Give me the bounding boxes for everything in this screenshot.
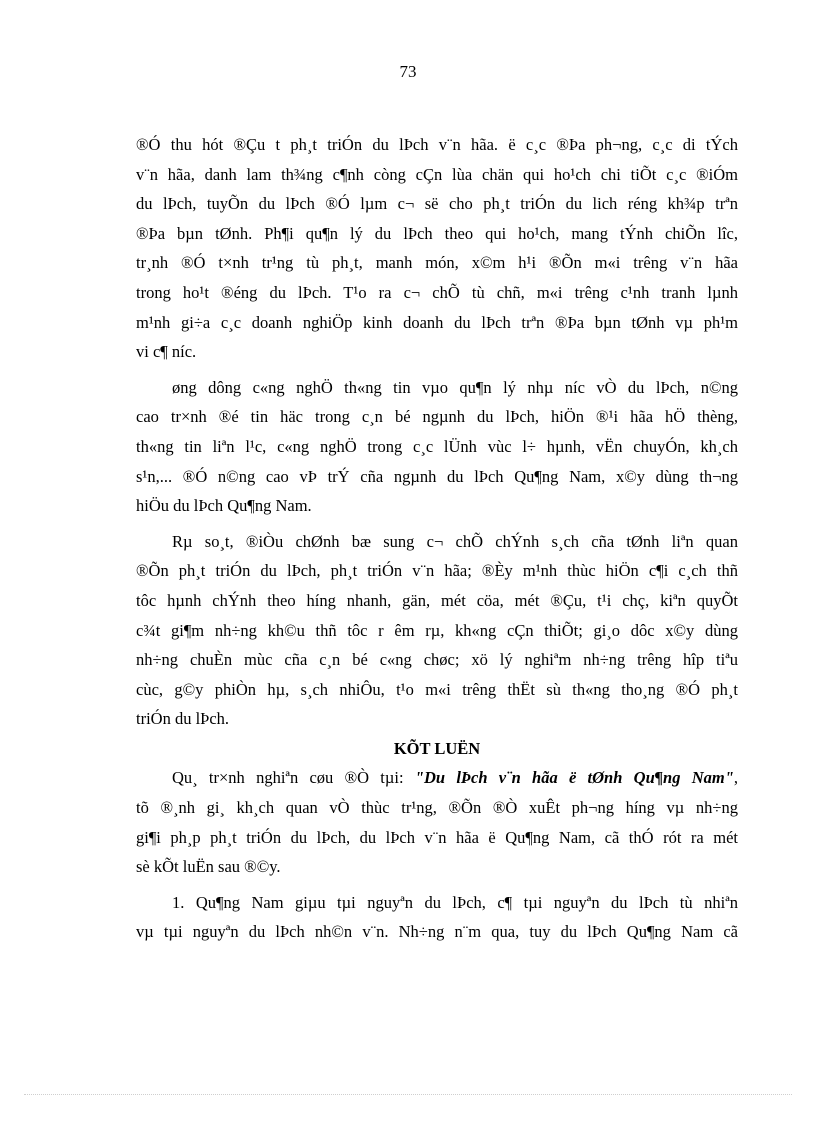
text-line: triÓn du lÞch. (136, 709, 230, 729)
text-line: ®Þa bµn tØnh. Ph¶i qu¶n lý du lÞch theo qui ho¹ch, mang tÝnh chiÕn lîc, (136, 223, 738, 243)
text-line: cao tr×nh ®é tin häc trong c¸n bé ngµnh du lÞch, hiÖn ®¹i hãa hÖ thèng, (136, 407, 738, 427)
text-line: Rµ so¸t, ®iÒu chØnh bæ sung c¬ chÕ chÝnh s¸ch cña tØnh liªn quan (172, 531, 738, 551)
body-text (136, 130, 738, 947)
paragraph (136, 130, 738, 367)
text-line: du lÞch, tuyÕn du lÞch ®Ó lµm c¬ së cho ph¸t triÓn du lich réng kh¾p trªn (136, 194, 738, 214)
text-line: trong ho¹t ®éng du lÞch. T¹o ra c¬ chÕ tù chñ, m«i trêng c¹nh tranh lµnh (136, 282, 738, 302)
text-line: m¹nh gi÷a c¸c doanh nghiÖp kinh doanh du lÞch trªn ®Þa bµn tØnh vµ ph¹m (136, 312, 738, 332)
text-line: cùc, g©y phiÒn hµ, s¸ch nhiÔu, t¹o m«i trêng thËt sù th«ng tho¸ng ®Ó ph¸t (136, 679, 738, 699)
text-line: nh÷ng chuÈn mùc cña c¸n bé c«ng chøc; xö lý nghiªm nh÷ng trêng hîp tiªu (136, 650, 738, 670)
text-line: ®Õn ph¸t triÓn du lÞch, ph¸t triÓn v¨n hãa; ®Èy m¹nh thùc hiÖn c¶i c¸ch thñ (136, 561, 738, 581)
intro-suffix: , (733, 768, 738, 788)
study-title: "Du lÞch v¨n hãa ë tØnh Qu¶ng Nam" (414, 768, 734, 788)
intro-prefix: Qu¸ tr×nh nghiªn cøu ®Ò tµi: (172, 768, 415, 788)
text-line: ®Ó thu hót ®Çu t ph¸t triÓn du lÞch v¨n hãa. ë c¸c ®Þa ph¬ng, c¸c di tÝch (136, 135, 738, 154)
text-line: th«ng tin liªn l¹c, c«ng nghÖ trong c¸c lÜnh vùc l÷ hµnh, vËn chuyÓn, kh¸ch (136, 436, 738, 456)
text-line: 1. Qu¶ng Nam giµu tµi nguyªn du lÞch, c¶ tµi nguyªn du lÞch tù nhiªn (172, 892, 738, 912)
text-line: tôc hµnh chÝnh theo híng nhanh, gän, mét cöa, mét ®Çu, t¹i chç, kiªn quyÕt (136, 590, 738, 610)
text-line: v¨n hãa, danh lam th¾ng c¶nh còng cÇn lùa chän qui ho¹ch chi tiÕt c¸c ®iÓm (136, 164, 738, 184)
text-line: hiÖu du lÞch Qu¶ng Nam. (136, 496, 312, 516)
text-line: gi¶i ph¸p ph¸t triÓn du lÞch, du lÞch v¨n hãa ë Qu¶ng Nam, cã thÓ rót ra mét (136, 827, 738, 847)
text-line: tõ ®¸nh gi¸ kh¸ch quan vÒ thùc tr¹ng, ®Õn ®Ò xuÊt ph¬ng híng vµ nh÷ng (136, 798, 738, 818)
paragraph (136, 527, 738, 734)
paragraph (136, 763, 738, 881)
page-bottom-rule (24, 1094, 792, 1095)
text-line: tr¸nh ®Ó t×nh tr¹ng tù ph¸t, manh món, x©m h¹i ®Õn m«i trêng v¨n hãa (136, 253, 738, 273)
paragraph (136, 888, 738, 947)
page-number: 73 (399, 62, 417, 81)
text-line: vi c¶ níc. (136, 342, 197, 362)
paragraph (136, 373, 738, 521)
text-line: øng dông c«ng nghÖ th«ng tin vµo qu¶n lý nhµ níc vÒ du lÞch, n©ng (172, 377, 738, 397)
text-line: s¹n,... ®Ó n©ng cao vÞ trÝ cña ngµnh du lÞch Qu¶ng Nam, x©y dùng th¬ng (136, 466, 738, 486)
text-line (136, 763, 738, 793)
text-line: c¾t gi¶m nh÷ng kh©u thñ tôc r êm rµ, kh«ng cÇn thiÕt; gi¸o dôc x©y dùng (136, 620, 738, 640)
section-heading: KÕT LUËN (393, 738, 481, 758)
text-line: vµ tµi nguyªn du lÞch nh©n v¨n. Nh÷ng n¨m qua, tuy du lÞch Qu¶ng Nam cã (136, 922, 738, 942)
text-line: sè kÕt luËn sau ®©y. (136, 857, 281, 877)
